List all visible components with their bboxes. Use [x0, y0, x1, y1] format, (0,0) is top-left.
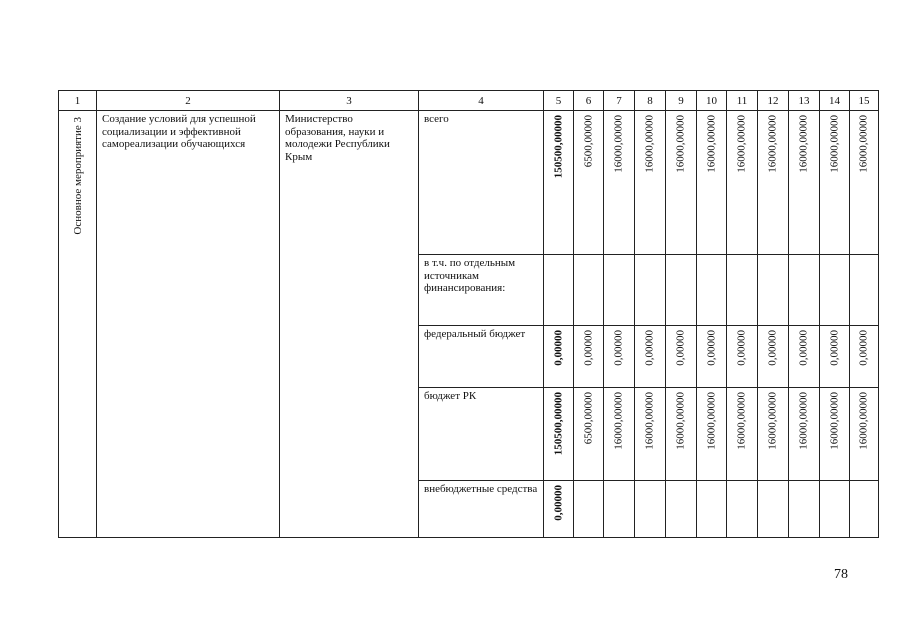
source-cell: [419, 388, 544, 481]
value-cell: [789, 255, 820, 326]
value-cell: [850, 255, 879, 326]
value-cell: [574, 111, 604, 255]
value-cell: [544, 255, 574, 326]
column-header: 1: [59, 91, 97, 111]
value-cell: [727, 326, 758, 388]
source-cell: [419, 326, 544, 388]
source-label: бюджет РК: [424, 390, 477, 402]
value-text: 16000,00000: [643, 392, 656, 450]
source-label: федеральный бюджет: [424, 328, 526, 340]
value-cell: [727, 111, 758, 255]
value-cell: [574, 326, 604, 388]
column-header: 7: [604, 91, 635, 111]
value-cell: [727, 481, 758, 538]
value-text: 0,00000: [797, 330, 810, 366]
column-header: 13: [789, 91, 820, 111]
value-text: 6500,00000: [582, 115, 594, 168]
column-header: 8: [635, 91, 666, 111]
value-text: 0,00000: [766, 330, 779, 366]
value-text: 150500,00000: [552, 115, 564, 179]
column-header: 9: [666, 91, 697, 111]
value-cell: [758, 388, 789, 481]
value-cell: [758, 326, 789, 388]
value-cell: [635, 255, 666, 326]
value-cell: [789, 111, 820, 255]
value-cell: [544, 388, 574, 481]
source-cell: [419, 111, 544, 255]
value-text: 0,00000: [674, 330, 687, 366]
value-text: 16000,00000: [766, 392, 779, 450]
value-cell: [635, 388, 666, 481]
value-cell: [697, 481, 727, 538]
column-header: 10: [697, 91, 727, 111]
value-cell: [544, 481, 574, 538]
responsible-cell: [280, 111, 419, 538]
value-cell: [758, 111, 789, 255]
value-cell: [820, 388, 850, 481]
value-cell: [666, 255, 697, 326]
source-label: в т.ч. по отдельным источникам финансирования:: [424, 257, 516, 294]
column-header: 14: [820, 91, 850, 111]
value-text: 16000,00000: [705, 392, 717, 450]
value-cell: [789, 326, 820, 388]
value-cell: [850, 388, 879, 481]
value-cell: [820, 255, 850, 326]
value-cell: [666, 111, 697, 255]
value-cell: [820, 481, 850, 538]
column-header: 11: [727, 91, 758, 111]
value-cell: [544, 326, 574, 388]
value-cell: [666, 481, 697, 538]
value-cell: [635, 481, 666, 538]
value-text: 16000,00000: [643, 115, 656, 173]
value-cell: [666, 326, 697, 388]
source-cell: [419, 481, 544, 538]
value-cell: [850, 481, 879, 538]
value-text: 0,00000: [582, 330, 594, 366]
table-row: [59, 111, 879, 255]
value-text: 16000,00000: [735, 392, 748, 450]
value-cell: [789, 481, 820, 538]
page-number: 78: [834, 567, 848, 582]
value-text: 0,00000: [643, 330, 656, 366]
source-label: внебюджетные средства: [424, 483, 538, 495]
value-cell: [697, 255, 727, 326]
value-cell: [604, 326, 635, 388]
value-text: 0,00000: [552, 485, 564, 521]
source-cell: [419, 255, 544, 326]
value-text: 0,00000: [735, 330, 748, 366]
value-cell: [850, 111, 879, 255]
source-label: всего: [424, 113, 449, 125]
value-cell: [604, 388, 635, 481]
responsible: Министерство образования, науки и молодежи Республики Крым: [285, 113, 390, 163]
value-cell: [574, 388, 604, 481]
value-text: 16000,00000: [857, 115, 870, 173]
value-cell: [574, 255, 604, 326]
value-text: 0,00000: [552, 330, 564, 366]
value-cell: [789, 388, 820, 481]
value-text: 16000,00000: [612, 115, 625, 173]
value-text: 0,00000: [857, 330, 870, 366]
value-cell: [544, 111, 574, 255]
column-header: 4: [419, 91, 544, 111]
value-text: 16000,00000: [674, 392, 687, 450]
value-cell: [697, 326, 727, 388]
value-text: 6500,00000: [582, 392, 594, 445]
value-cell: [727, 388, 758, 481]
value-cell: [758, 481, 789, 538]
value-text: 16000,00000: [705, 115, 717, 173]
value-cell: [604, 481, 635, 538]
value-text: 150500,00000: [552, 392, 564, 456]
column-header: 15: [850, 91, 879, 111]
value-text: 16000,00000: [797, 115, 810, 173]
event-description: Создание условий для успешной социализации и эффективной самореализации обучающихся: [102, 113, 256, 150]
value-cell: [850, 326, 879, 388]
column-header: 12: [758, 91, 789, 111]
event-description-cell: [97, 111, 280, 538]
value-text: 0,00000: [828, 330, 840, 366]
event-label-cell: [59, 111, 97, 538]
value-cell: [604, 255, 635, 326]
value-cell: [666, 388, 697, 481]
funding-table: [58, 90, 879, 538]
value-text: 16000,00000: [766, 115, 779, 173]
column-header: 3: [280, 91, 419, 111]
value-cell: [820, 326, 850, 388]
column-header: 2: [97, 91, 280, 111]
value-cell: [604, 111, 635, 255]
value-text: 16000,00000: [828, 115, 840, 173]
value-text: 16000,00000: [735, 115, 748, 173]
header-row: [59, 91, 879, 111]
value-cell: [727, 255, 758, 326]
value-text: 0,00000: [612, 330, 625, 366]
event-label: Основное мероприятие 3: [71, 117, 84, 235]
value-cell: [635, 111, 666, 255]
value-cell: [635, 326, 666, 388]
value-text: 16000,00000: [857, 392, 870, 450]
value-cell: [697, 111, 727, 255]
value-text: 16000,00000: [797, 392, 810, 450]
value-cell: [820, 111, 850, 255]
column-header: 5: [544, 91, 574, 111]
value-text: 16000,00000: [674, 115, 687, 173]
value-cell: [574, 481, 604, 538]
column-header: 6: [574, 91, 604, 111]
value-text: 16000,00000: [828, 392, 840, 450]
value-text: 16000,00000: [612, 392, 625, 450]
value-cell: [758, 255, 789, 326]
value-cell: [697, 388, 727, 481]
value-text: 0,00000: [705, 330, 717, 366]
